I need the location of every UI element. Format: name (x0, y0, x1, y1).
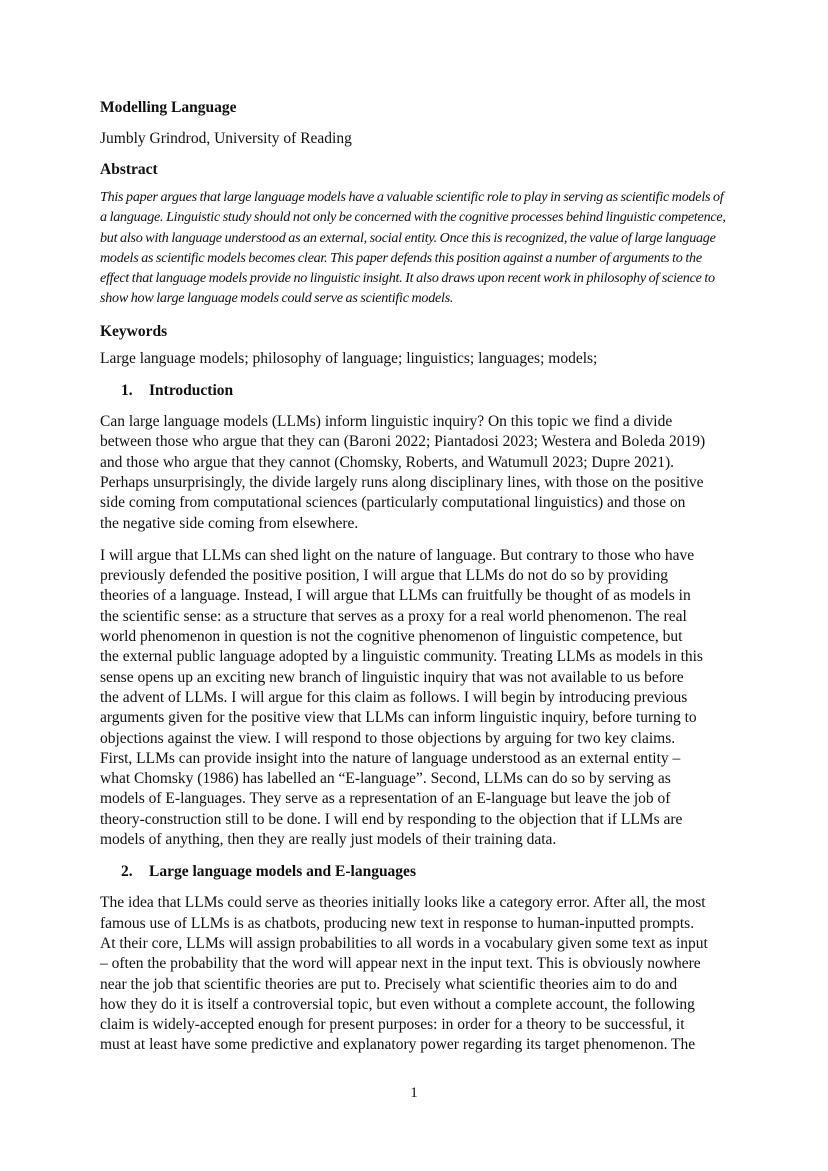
abstract-line: but also with language understood as an external, social entity. Once this is recognized, the value of large language (100, 229, 716, 246)
text-line: I will argue that LLMs can shed light on the nature of language. But contrary to those who have (100, 546, 695, 564)
text-line: – often the probability that the word will appear next in the input text. This is obviously nowhere (100, 955, 701, 973)
section-number: 1. (121, 382, 133, 400)
text-line: previously defended the positive position, I will argue that LLMs do not do so by providing (100, 567, 668, 585)
text-line: the advent of LLMs. I will argue for this claim as follows. I will begin by introducing previous (100, 688, 688, 706)
text-line: between those who argue that they can (Baroni 2022; Piantadosi 2023; Westera and Boleda 2019) (100, 433, 706, 451)
text-line: theories of a language. Instead, I will argue that LLMs can fruitfully be thought of as models in (100, 587, 691, 605)
abstract-line: a language. Linguistic study should not only be concerned with the cognitive processes behind linguistic competence, (100, 209, 726, 226)
text-line: objections against the view. I will respond to those objections by arguing for two key claims. (100, 729, 676, 747)
section-title: Introduction (149, 382, 234, 400)
abstract-heading: Abstract (100, 161, 158, 178)
text-line: how they do it is itself a controversial topic, but even without a complete account, the following (100, 995, 695, 1013)
abstract-line: This paper argues that large language models have a valuable scientific role to play in serving as scientific models of (100, 189, 724, 205)
text-line: famous use of LLMs is as chatbots, producing new text in response to human-inputted prompts. (100, 914, 695, 932)
abstract-line: models as scientific models becomes clear. This paper defends this position against a number of arguments to the (100, 249, 702, 266)
paragraph (100, 893, 730, 1055)
section-heading-large-language-models (100, 862, 730, 882)
section-title: Large language models and E-languages (149, 863, 416, 881)
text-line: sense opens up an exciting new branch of linguistic inquiry that was not available to us before (100, 668, 684, 686)
text-line: and those who argue that they cannot (Chomsky, Roberts, and Watumull 2023; Dupre 2021). (100, 453, 675, 471)
text-line: what Chomsky (1986) has labelled an “E-language”. Second, LLMs can do so by serving as (100, 770, 671, 788)
text-line: the negative side coming from elsewhere. (100, 514, 359, 532)
paper-content (100, 98, 730, 1068)
abstract-text (100, 187, 730, 309)
text-line: At their core, LLMs will assign probabilities to all words in a vocabulary given some text as input (100, 934, 708, 952)
paper-title: Modelling Language (100, 99, 237, 116)
text-line: theory-construction still to be done. I will end by responding to the objection that if LLMs are (100, 810, 683, 828)
paragraph (100, 412, 730, 534)
text-line: models of anything, then they are really just models of their training data. (100, 831, 557, 849)
text-line: arguments given for the positive view that LLMs can inform linguistic inquiry, before turning to (100, 709, 697, 727)
keywords-text: Large language models; philosophy of language; linguistics; languages; models; (100, 349, 598, 367)
text-line: claim is widely-accepted enough for present purposes: in order for a theory to be successful, it (100, 1016, 685, 1034)
text-line: Perhaps unsurprisingly, the divide largely runs along disciplinary lines, with those on the positive (100, 473, 704, 491)
text-line: The idea that LLMs could serve as theories initially looks like a category error. After all, the most (100, 894, 706, 912)
section-heading-introduction (100, 381, 730, 401)
text-line: the scientific sense: as a structure that serves as a proxy for a real world phenomenon. The real (100, 607, 687, 625)
text-line: must at least have some predictive and explanatory power regarding its target phenomenon. The (100, 1036, 696, 1054)
text-line: the external public language adopted by a linguistic community. Treating LLMs as models in this (100, 648, 703, 666)
abstract-line: show how large language models could serve as scientific models. (100, 290, 454, 307)
section-number: 2. (121, 863, 133, 881)
text-line: models of E-languages. They serve as a representation of an E-language but leave the job of (100, 790, 671, 808)
page-number: 1 (410, 1085, 418, 1101)
text-line: near the job that scientific theories are put to. Precisely what scientific theories aim to do and (100, 975, 678, 993)
paragraph (100, 546, 730, 850)
text-line: Can large language models (LLMs) inform linguistic inquiry? On this topic we find a divide (100, 413, 673, 431)
abstract-line: effect that language models provide no linguistic insight. It also draws upon recent work in philosophy of science to (100, 270, 715, 287)
keywords-heading: Keywords (100, 322, 168, 340)
text-line: side coming from computational sciences (particularly computational linguistics) and those on (100, 494, 686, 512)
text-line: world phenomenon in question is not the cognitive phenomenon of linguistic competence, but (100, 628, 683, 646)
text-line: First, LLMs can provide insight into the nature of language understood as an external entity – (100, 749, 681, 767)
author-line: Jumbly Grindrod, University of Reading (100, 130, 352, 147)
